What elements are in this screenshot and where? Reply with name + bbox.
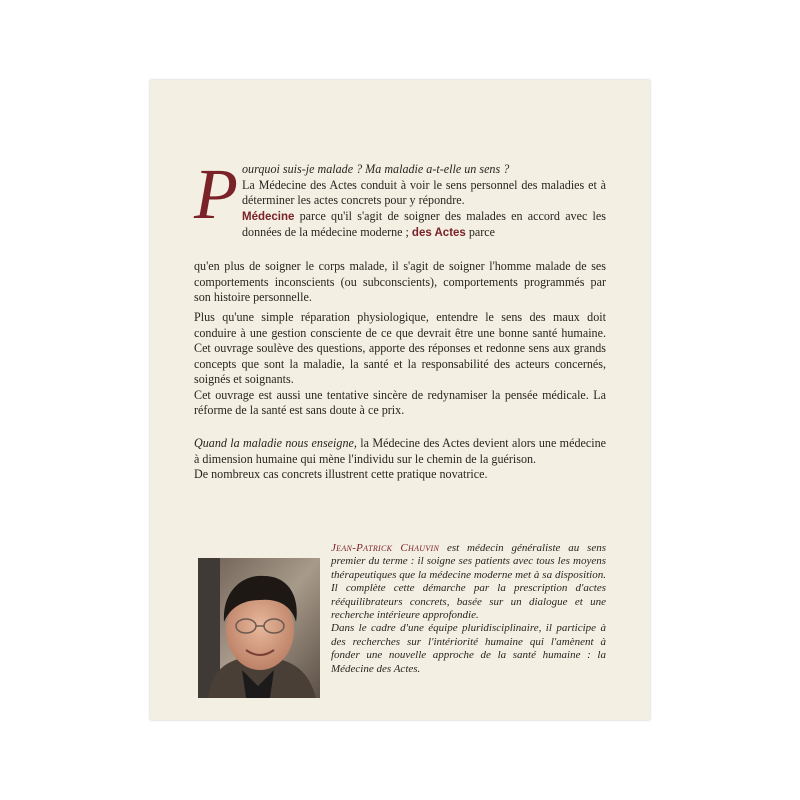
author-name: Jean-Patrick Chauvin <box>331 542 440 554</box>
paragraph-3-text: la Médecine des Actes devient alors une médecine à dimension humaine qui mène l'individu sur le chemin de la guérison. <box>194 436 606 466</box>
author-photo <box>198 558 320 698</box>
intro-definition <box>242 209 606 242</box>
intro-question: ourquoi suis-je malade ? Ma maladie a-t-elle un sens ? <box>242 162 510 176</box>
drop-cap: P <box>194 154 238 234</box>
actes-label: des Actes <box>411 227 466 239</box>
paragraph-3-italic-lead: Quand la maladie nous enseigne, <box>194 436 357 450</box>
intro-continuation: qu'en plus de soigner le corps malade, il s'agit de soigner l'homme malade de ses comportements inconscients (ou subconscients), comportements programmés par son histoire personnelle. <box>194 259 606 304</box>
paragraph-3-b: De nombreux cas concrets illustrent cette pratique novatrice. <box>194 467 488 481</box>
intro-body <box>242 162 606 242</box>
paragraph-2 <box>194 310 606 419</box>
actes-text-start: parce <box>465 225 496 239</box>
intro-line1: La Médecine des Actes conduit à voir le sens personnel des maladies et à déterminer les actes concrets pour y répondre. <box>242 177 606 207</box>
paragraph-2-a: Plus qu'une simple réparation physiologique, entendre le sens des maux doit conduire à une gestion consciente de ce que devrait être une bonne santé humaine. Cet ouvrage soulève des questions, apporte des réponses et redonne sens aux grands concepts que sont la maladie, la santé et la responsabilité des acteurs concernés, soignés et soignants. <box>194 310 606 386</box>
intro-block <box>194 154 606 242</box>
paragraph-2-b: Cet ouvrage est aussi une tentative sincère de redynamiser la pensée médicale. La réforme de la santé est sans doute à ce prix. <box>194 387 606 417</box>
bio-para-a <box>331 542 606 622</box>
medecine-label: Médecine <box>242 210 295 223</box>
medecine-text: parce qu'il s'agit de soigner des malades en accord avec les données de la médecine moderne ; <box>242 208 606 239</box>
book-back-cover <box>150 80 650 720</box>
author-bio <box>331 542 606 676</box>
bio-para-b: Dans le cadre d'une équipe pluridisciplinaire, il participe à des recherches sur l'intériorité humaine qui l'amènent à fonder une nouvelle approche de la santé humaine : la Médecine des Actes. <box>331 622 606 675</box>
bio-text-a: est médecin généraliste au sens premier du terme : il soigne ses patients avec tous les moyens thérapeutiques que la médecine moderne met à sa disposition. Il complète cette démarche par la prescription d'actes rééquilibrateurs concrets, basée sur un dialogue et une recherche intérieure approfondie. <box>331 542 606 622</box>
paragraph-3-a <box>194 436 606 467</box>
paragraph-3 <box>194 436 606 483</box>
